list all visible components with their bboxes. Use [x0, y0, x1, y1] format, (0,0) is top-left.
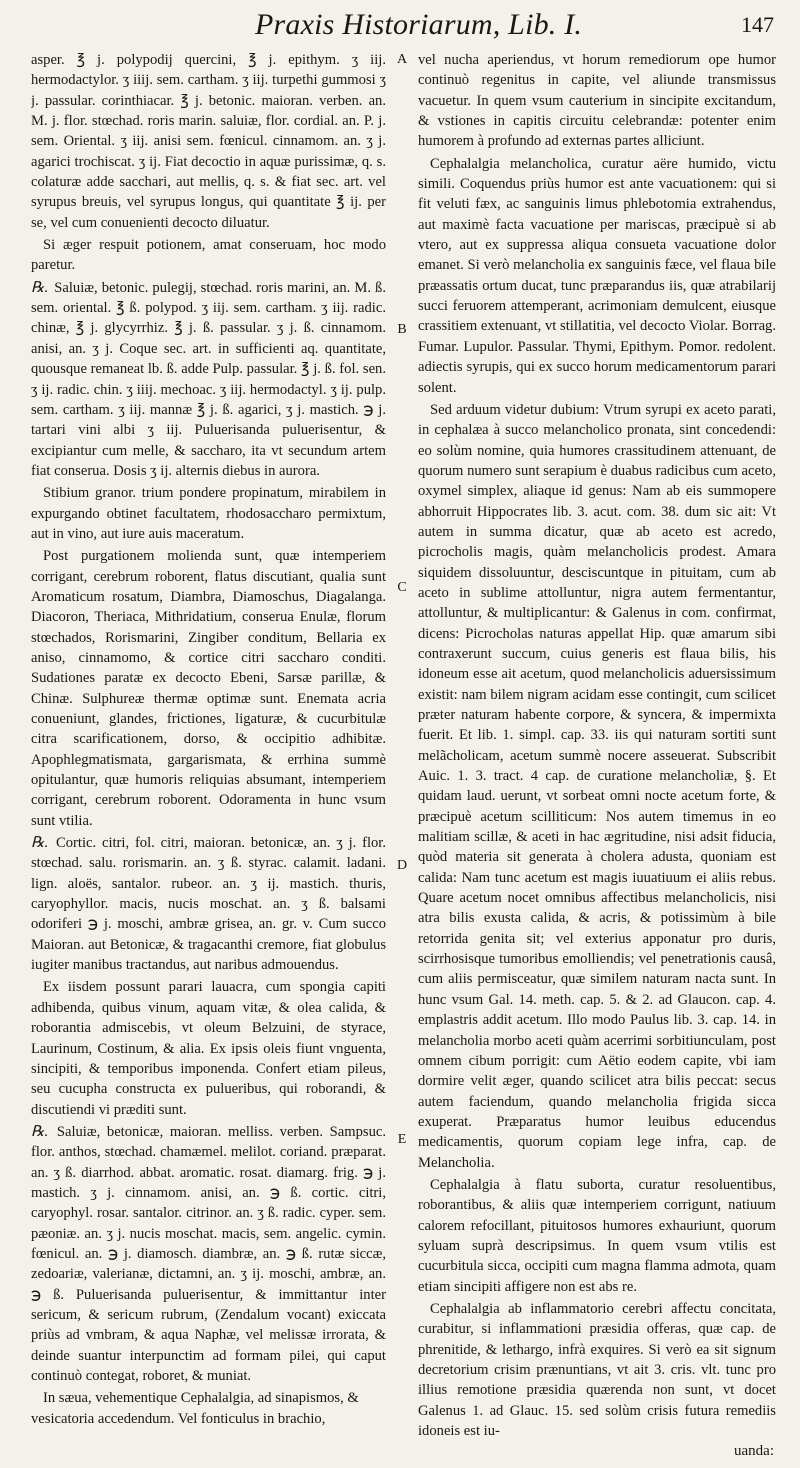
- prescription: ℞. Saluiæ, betonicæ, maioran. melliss. verben. Sampsuc. flor. anthos, stœchad. chamæmel. melilot. coriand. præparat. an. ʒ ß. diarrhod. abbat. aromatic. rosat. diamarg. frig. ℈ j. mastich. ʒ j. cinnamom. anisi, an. ℈ ß. cortic. citri, caryophyl. rosar. santalor. citrinor. an. ʒ ß. radic. cyper. sem. pæoniæ. an. ʒ j. nucis moschat. macis, sem. angelic. cymin. fœnicul. an. ℈ j. diamosch. diambræ, an. ℈ ß. rutæ siccæ, zedoariæ, valerianæ, dictamni, an. ʒ ij. moschi, ambræ, an. ℈ ß. Puluerisanda puluerisentur, & immittantur inter sericum, & sericum rubrum, (Zendalum vocant) exiccata priùs ad vmbram, & aqua Naphæ, vel melissæ irrorata, & deinde suantur interpunctim ad formam pilei, qui caput continuò contegat, roboret, & muniat.: [31, 1123, 386, 1384]
- paragraph: Ex iisdem possunt parari lauacra, cum spongia capiti adhibenda, quibus vinum, aquam vitæ, & olea calida, & roborantia admiscebis, vt oleum Belzuini, de styrace, Laurinum, Costinum, & alia. Ex ipsis oleis fiunt vnguenta, sincipiti, & temporibus imponenda. Confert etiam pileus, seu cucupha constructa ex pulueribus, qui roborandi, & discutiendi vi præditi sunt.: [31, 979, 386, 1118]
- prescription: ℞. Cortic. citri, fol. citri, maioran. betonicæ, an. ʒ j. flor. stœchad. salu. rorismarin. an. ʒ ß. styrac. calamit. ladani. lign. aloës, santalor. rubeor. an. ʒ ij. mastich. thuris, caryophyllor. macis, nucis moschat. an. ʒ ß. balsami odoriferi ℈ j. moschi, ambræ grisea, an. gr. v. Cum succo Maioran. aut Betonicæ, & tragacanthi cremore, fiat globulus iugiter manibus tractandus, aut naribus admouendus.: [31, 835, 386, 974]
- margin-letter-d: D: [396, 858, 408, 873]
- paragraph: Si æger respuit potionem, amat conseruam, hoc modo paretur.: [31, 237, 386, 274]
- catchword: uanda:: [734, 1443, 774, 1459]
- prescription: ℞. Saluiæ, betonic. pulegij, stœchad. roris marini, an. M. ß. sem. oriental. ℥ ß. polypod. ʒ iij. sem. cartham. ʒ iij. radic. chinæ, ℥ j. glycyrrhiz. ℥ j. ß. passular. ʒ j. ß. cinnamom. anisi, an. ʒ j. Coque sec. art. in sufficienti aq. quantitate, quousque remaneat lb. ß. adde Pulp. passular. ℥ j. ß. fol. sen. ʒ ij. radic. chin. ʒ iiij. mechoac. ʒ iij. hermodactyl. ʒ ij. pulp. sem. cartham. ʒ iij. mannæ ℥ j. ß. agarici, ʒ j. mastich. ℈ j. tartari vini albi ʒ iij. Puluerisanda puluerisentur, & excipiantur cum melle, & saccharo, ita vt secundum artem fiat conserua. Dosis ʒ ij. alternis diebus in aurora.: [31, 279, 386, 479]
- margin-letter-c: C: [397, 580, 407, 595]
- left-column: [31, 50, 386, 1462]
- paragraph: Post purgationem molienda sunt, quæ intemperiem corrigant, cerebrum roborent, flatus discutiant, qualia sunt Aromaticum rosatum, Diambra, Diamoschus, Diagalanga. Diacoron, Theriaca, Mithridatium, conserua Enulæ, florum stœchados, Rorismarini, Zingiber conditum, Bellaria ex aniso, cinnamomo, & cortice citri saccharo conditi. Sudationes paratæ ex decocto Ebeni, Sarsæ parillæ, & Chinæ. Sulphureæ thermæ optimæ sunt. Enemata acria conueniunt, glandes, frictiones, ligaturæ, & cucurbitulæ citra scarificationem, dorso, & occipitio adhibitæ. Apophlegmatismata, gargarismata, & errhina summè opitulantur, quæ humoris reliquias absumant, intemperiem corrigant, cerebrum roborent. Odoramenta in hunc vsum sunt vtilia.: [31, 548, 386, 829]
- paragraph: Stibium granor. trium pondere propinatum, mirabilem in expurgando obtinet facultatem, rhodosaccharo permixtum, aut in vino, aut iure auis maceratum.: [31, 485, 386, 542]
- paragraph: Cephalalgia melancholica, curatur aëre humido, victu simili. Coquendus priùs humor est ante vacuationem: qui si fit veluti fæx, ac sanguinis limus phlebotomia extrahendus, aut maximè facta vacuatione per mariscas, præcipuè si ab vtero, aut ex suppressa aliqua consueta vacuatione dolor emanet. Si verò melancholia ex sanguinis fæce, vel flaua bile præassatis ortum ducat, tunc præparandus iis, quæ atrabilarij succi feruorem attemperant, acrimoniam demulcent, eiusque crassitiem extenuant, vt stillatitia, vel decocto Violar. Borrag. Fumar. Lupulor. Passular. Thymi, Epithym. Pomor. redolent. adiectis syrupis, qui ex succo horum medicamentorum parari solent.: [418, 155, 776, 396]
- margin-letter-e: E: [397, 1132, 407, 1147]
- page-header: [0, 2, 800, 54]
- paragraph: Cephalalgia à flatu suborta, curatur resoluentibus, roborantibus, & aliis quæ intemperiem corrigunt, natiuum calorem refocillant, pituitosos humores exhauriunt, quorum syluam suprà descripsimus. In quem vsum vtilis est cucurbitula sicca, occipiti cum magna flamma admota, quam etiam sincipiti affigere non est abs re.: [418, 1176, 776, 1295]
- recipe-sign: ℞.: [31, 1123, 49, 1140]
- paragraph: Sed arduum videtur dubium: Vtrum syrupi ex aceto parati, in cephalæa à succo melancholico pronata, sint concedendi: eo solùm nomine, quia humores crassitudinem attenuant, de quorum numero sunt serapium è duabus radicibus cum aceto, oxymel simplex, aliaque id genus: Nam ab eis summopere abhorruit Hippocrates lib. 3. acut. com. 38. dum sic ait: Vt autem in summa dicatur, quæ ab aceto est acredo, picrocholis magis, quàm melancholicis prodest. Amara siquidem dissoluuntur, desciscuntque in pituitam, cum ab aceto in sublime attolluntur, nigra autem fermentantur, attolluntur, & multiplicantur: & Galenus in com. confirmat, dicens: Picrocholas naturas appellat Hip. quæ amarum sibi contraxerunt succum, cuius generis est flaua bilis, his idoneum esse ait acetum, quod melancholicis aduersissimum existit: nam bilem nigram acidam esse contingit, cum scilicet præter naturam habente corpore, & syncera, & impermixta fuerit. Et lib. 1. simpl. cap. 33. iis qui naturam sortiti sunt melãcholicam, acetum summè nocere asseuerat. Subscribit Auic. 1. 3. tract. 4 cap. de curatione melancholiæ, §. Et quidam laud. uerunt, vt sorbeat omni nocte acetum forte, & præcipuè acetum scilliticum: Nos autem timemus in eo malitiam scillæ, & aceti in hac ægritudine, nisi adsit fiducia, quòd materia sit generata à cholera adusta, quoniam est calida: Nam tunc acetum est magis iuuatiuum ei aliis rebus. Quare acetum nocet omnibus affectibus melancholicis, nisi atra bilis exusta calida, & acris, & potissimùm à bile retorrida genita sit; vel exterius apponatur pro duris, scirrhosisque tumoribus emolliendis; vel penetrationis causâ, cum aliis permisceatur, quæ similem naturam nacta sunt. In hunc vsum Gal. 14. meth. cap. 5. & 2. ad Glaucon. cap. 4. emplastris addit acetum. Illo modo Paulus lib. 3. cap. 14. in melancholia morbo aceti quàm acerrimi sorbitiunculam, post omnem cibum porrigit: cum Aëtio eodem capite, vbi iam dormire velit æger, quando scilicet atra bilis peccat: secus autem faciendum, quando melancholia frigida sicca exuperat. Præparatus humor leuibus educendus medicamentis, quorum copiam lege infra, cap. de Melancholia.: [418, 401, 776, 1171]
- margin-letter-a: A: [396, 52, 408, 67]
- recipe-sign: ℞.: [31, 279, 49, 296]
- running-title: Praxis Historiarum, Lib. I.: [255, 8, 583, 41]
- paragraph: Cephalalgia ab inflammatorio cerebri affectu concitata, curabitur, si inflammationi præsidia offeras, quæ cap. de phrenitide, & lethargo, infrà exquires. Si verò ea sit signum decretorium crisim prænuntians, vt ait 3. cris. vlt. tunc pro illius remotione præsidia quærenda non sunt, vt docet Galenus 1. ad Glauc. 15. sed solùm crisis futura remediis idoneis est iu-: [418, 1300, 776, 1440]
- page-number: 147: [741, 12, 774, 37]
- margin-letter-b: B: [397, 322, 407, 337]
- paragraph: In sæua, vehementique Cephalalgia, ad sinapismos, & vesicatoria accedendum. Vel fonticulus in brachio,: [31, 1390, 359, 1427]
- right-column: [418, 50, 776, 1462]
- paragraph: asper. ℥ j. polypodij quercini, ℥ j. epithym. ʒ iij. hermodactylor. ʒ iiij. sem. cartham. ʒ iij. turpethi gummosi ʒ j. passular. corinthiacar. ℥ j. betonic. maioran. verben. an. M. j. flor. stœchad. roris marin. saluiæ, flor. cordial. an. P. j. sem. Oriental. ʒ iij. anisi sem. fœnicul. cinnamom. an. ʒ j. agarici trochiscat. ʒ ij. Fiat decoctio in aquæ purissimæ, q. s. colaturæ adde sacchari, aut mellis, q. s. & fiat sec. art. vel syrupus breuis, vel syrupus longus, qui quantitate ℥ ij. per se, vel cum conuenienti decocto diluatur.: [31, 52, 386, 231]
- paragraph: vel nucha aperiendus, vt horum remediorum ope humor continuò regenitus in capite, vel aliunde transmissus vacuetur. In quem vsum cauterium in sincipite excitandum, & vstiones in capitis circuitu celebrandæ: potenter enim humorem à profundo ad externas partes alliciunt.: [418, 52, 776, 150]
- recipe-sign: ℞.: [31, 835, 49, 852]
